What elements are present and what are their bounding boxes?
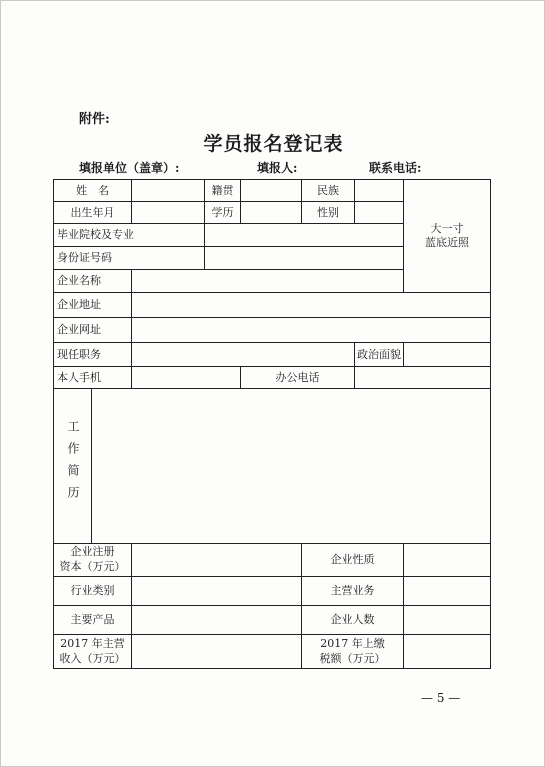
education-value[interactable] bbox=[241, 202, 302, 224]
work-resume-label-text: 工作简历 bbox=[66, 420, 80, 509]
company-address-label: 企业地址 bbox=[54, 293, 132, 318]
table-row bbox=[54, 577, 491, 606]
birth-date-value[interactable] bbox=[132, 202, 205, 224]
reg-capital-label-line1: 企业注册 bbox=[70, 545, 115, 559]
company-website-value[interactable] bbox=[132, 318, 491, 343]
tax-label bbox=[302, 635, 404, 669]
company-name-label: 企业名称 bbox=[54, 270, 132, 293]
photo-hint-line1: 大一寸 bbox=[430, 222, 464, 236]
attachment-label: 附件: bbox=[79, 112, 110, 127]
main-products-label: 主要产品 bbox=[54, 606, 132, 635]
gender-value[interactable] bbox=[355, 202, 404, 224]
main-business-value[interactable] bbox=[404, 577, 491, 606]
mobile-value[interactable] bbox=[132, 367, 241, 389]
birth-date-label: 出生年月 bbox=[54, 202, 132, 224]
revenue-value[interactable] bbox=[132, 635, 302, 669]
employee-count-label: 企业人数 bbox=[302, 606, 404, 635]
revenue-label-line1: 2017 年主营 bbox=[60, 636, 125, 650]
id-number-label: 身份证号码 bbox=[54, 247, 205, 270]
current-position-label: 现任职务 bbox=[54, 343, 132, 367]
registration-form-table bbox=[53, 179, 491, 669]
table-row bbox=[54, 318, 491, 343]
mobile-label: 本人手机 bbox=[54, 367, 132, 389]
main-business-label: 主营业务 bbox=[302, 577, 404, 606]
gender-label: 性别 bbox=[302, 202, 355, 224]
company-website-label: 企业网址 bbox=[54, 318, 132, 343]
id-number-value[interactable] bbox=[205, 247, 404, 270]
table-row bbox=[54, 606, 491, 635]
tax-value[interactable] bbox=[404, 635, 491, 669]
employee-count-value[interactable] bbox=[404, 606, 491, 635]
office-phone-value[interactable] bbox=[355, 367, 491, 389]
reg-capital-label bbox=[54, 544, 132, 577]
ethnicity-label: 民族 bbox=[302, 180, 355, 202]
photo-hint-line2: 蓝底近照 bbox=[425, 236, 469, 249]
work-resume-label bbox=[54, 389, 92, 544]
phone-label: 联系电话: bbox=[369, 161, 422, 175]
political-status-value[interactable] bbox=[404, 343, 491, 367]
industry-value[interactable] bbox=[132, 577, 302, 606]
company-nature-label: 企业性质 bbox=[302, 544, 404, 577]
tax-label-line2: 税额（万元） bbox=[319, 651, 386, 665]
main-products-value[interactable] bbox=[132, 606, 302, 635]
school-major-label: 毕业院校及专业 bbox=[54, 224, 205, 247]
ethnicity-value[interactable] bbox=[355, 180, 404, 202]
company-address-value[interactable] bbox=[132, 293, 491, 318]
political-status-label: 政治面貌 bbox=[355, 343, 404, 367]
table-row bbox=[54, 293, 491, 318]
table-row bbox=[54, 180, 491, 202]
office-phone-label: 办公电话 bbox=[241, 367, 355, 389]
photo-box[interactable] bbox=[404, 180, 491, 293]
table-row bbox=[54, 367, 491, 389]
page-title: 学员报名登记表 bbox=[203, 133, 344, 155]
company-nature-value[interactable] bbox=[404, 544, 491, 577]
current-position-value[interactable] bbox=[132, 343, 355, 367]
revenue-label-line2: 收入（万元） bbox=[59, 651, 126, 665]
fill-unit-label: 填报单位（盖章）: bbox=[79, 161, 180, 175]
reg-capital-value[interactable] bbox=[132, 544, 302, 577]
company-name-value[interactable] bbox=[132, 270, 404, 293]
table-row bbox=[54, 389, 491, 544]
revenue-label bbox=[54, 635, 132, 669]
filler-label: 填报人: bbox=[257, 161, 298, 175]
table-row bbox=[54, 343, 491, 367]
name-label: 姓 名 bbox=[54, 180, 132, 202]
page-number: — 5 — bbox=[421, 691, 461, 705]
table-row bbox=[54, 635, 491, 669]
native-place-value[interactable] bbox=[241, 180, 302, 202]
name-value[interactable] bbox=[132, 180, 205, 202]
work-resume-value[interactable] bbox=[92, 389, 491, 544]
reg-capital-label-line2: 资本（万元） bbox=[59, 560, 126, 573]
tax-label-line1: 2017 年上缴 bbox=[320, 636, 385, 650]
industry-label: 行业类别 bbox=[54, 577, 132, 606]
native-place-label: 籍贯 bbox=[205, 180, 241, 202]
table-row bbox=[54, 544, 491, 577]
education-label: 学历 bbox=[205, 202, 241, 224]
school-major-value[interactable] bbox=[205, 224, 404, 247]
